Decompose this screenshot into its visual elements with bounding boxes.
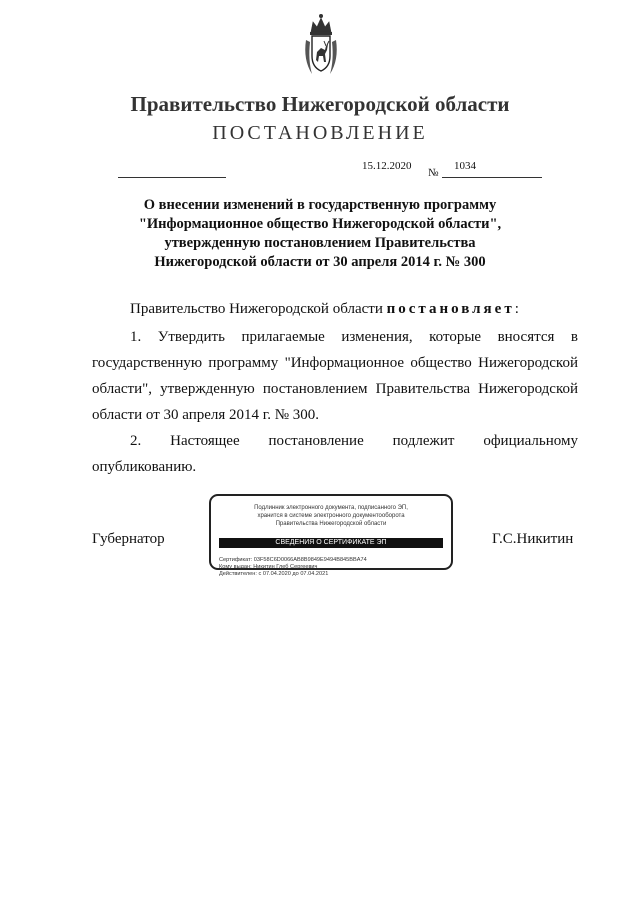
stamp-header-line: Подлинник электронного документа, подписанного ЭП, xyxy=(254,505,408,511)
valid-value: с 07.04.2020 до 07.04.2021 xyxy=(258,571,329,577)
document-date: 15.12.2020 xyxy=(362,160,412,172)
preamble-resolves: постановляет xyxy=(386,301,515,317)
valid-label: Действителен: xyxy=(219,571,257,577)
issued-row xyxy=(219,564,445,571)
title-line: Нижегородской области от 30 апреля 2014 г. № 300 xyxy=(154,254,486,270)
preamble xyxy=(92,296,578,322)
certificate-row xyxy=(219,557,445,564)
signatory-position: Губернатор xyxy=(92,531,165,547)
preamble-text: Правительство Нижегородской области xyxy=(130,301,387,317)
stamp-header-line: хранится в системе электронного документооборота xyxy=(257,513,405,519)
title-line: утвержденную постановлением Правительства xyxy=(164,235,476,251)
issued-label: Кому выдан: xyxy=(219,564,252,570)
document-number: 1034 xyxy=(454,160,476,172)
item-1: 1. Утвердить прилагаемые изменения, которые вносятся в государственную программу "Информационное общество Нижегородской области", утвержденную постановлением Правительства Нижегородской области от 30 апреля 2014 г. № 300. xyxy=(92,329,578,423)
signatory-name: Г.С.Никитин xyxy=(492,531,574,547)
coat-of-arms-icon xyxy=(302,10,340,78)
document-title xyxy=(100,196,540,272)
date-line-left xyxy=(118,177,226,178)
organization-name: Правительство Нижегородской области xyxy=(130,92,510,116)
certificate-label: Сертификат: xyxy=(219,557,253,563)
document-type: ПОСТАНОВЛЕНИЕ xyxy=(212,122,428,144)
electronic-signature-stamp xyxy=(209,494,453,577)
certificate-info-bar: СВЕДЕНИЯ О СЕРТИФИКАТЕ ЭП xyxy=(219,538,443,548)
certificate-value: 03F58C6D0066AB8B9849E9494B845BBA74 xyxy=(253,557,367,563)
valid-row xyxy=(219,571,445,578)
document-body xyxy=(92,296,578,480)
stamp-header-line: Правительства Нижегородской области xyxy=(275,521,387,527)
issued-value: Никитин Глеб Сергеевич xyxy=(253,564,318,570)
title-line: "Информационное общество Нижегородской области", xyxy=(138,216,502,232)
item-2: 2. Настоящее постановление подлежит официальному опубликованию. xyxy=(92,433,578,475)
number-line xyxy=(442,177,542,178)
title-line: О внесении изменений в государственную программу xyxy=(143,197,497,213)
number-sign: № xyxy=(428,167,439,179)
preamble-colon: : xyxy=(514,301,519,317)
certificate-details xyxy=(219,557,445,578)
stamp-header xyxy=(217,504,445,528)
